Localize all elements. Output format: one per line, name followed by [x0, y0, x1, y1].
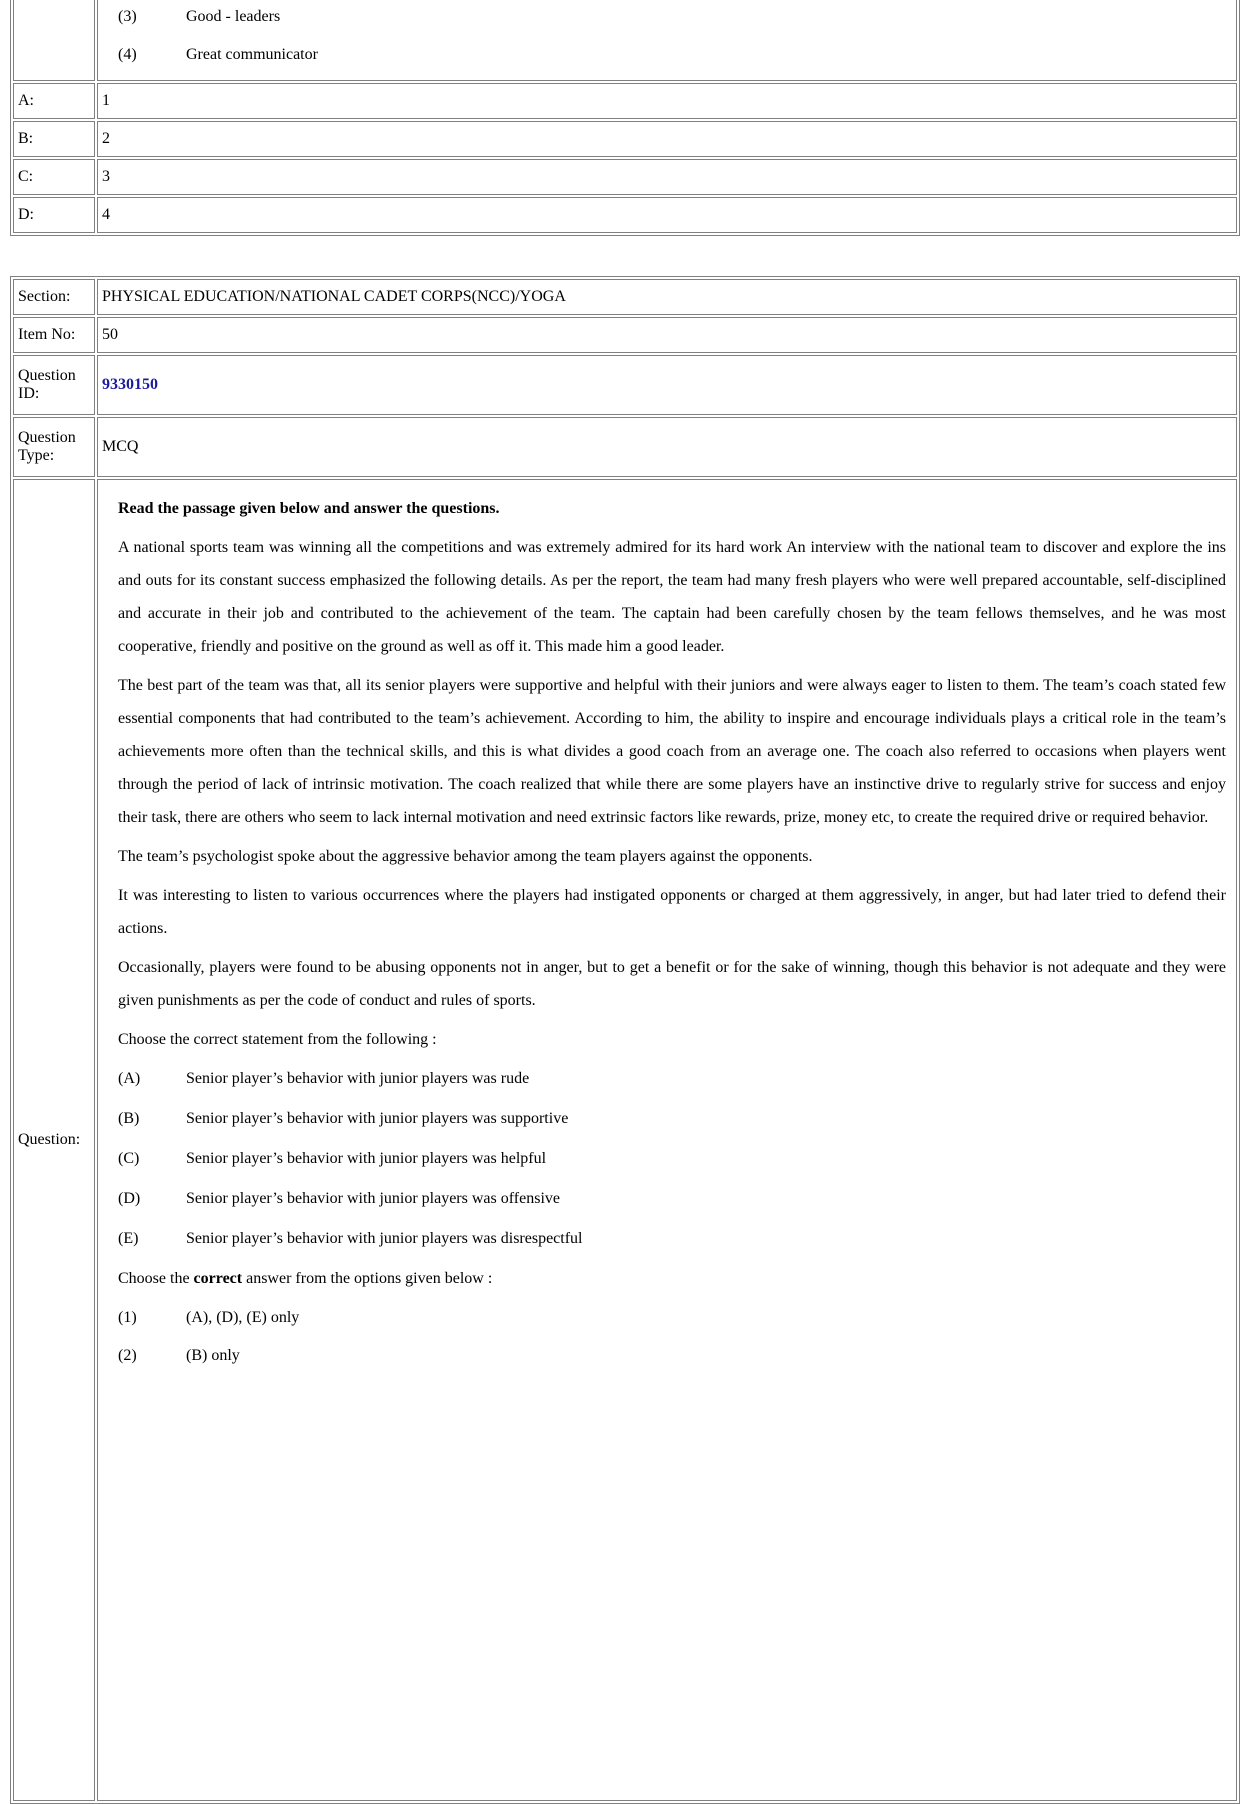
passage-heading: Read the passage given below and answer the questions.: [118, 500, 500, 517]
option-d-value: 4: [97, 197, 1237, 233]
question-body: [97, 479, 1237, 1801]
statement-text: Good - leaders: [186, 8, 281, 25]
answer-prompt-bold: correct: [193, 1270, 243, 1287]
prev-question-table: [10, 0, 1240, 236]
choice-text: (A), (D), (E) only: [186, 1309, 300, 1326]
passage-paragraph: It was interesting to listen to various occurrences where the players had instigated opponents or charged at them aggressively, in anger, but had later tried to defend their actions.: [118, 887, 1226, 937]
statement-text: Senior player’s behavior with junior players was supportive: [186, 1110, 569, 1127]
prev-statement-4: [118, 36, 1236, 74]
option-c-value: 3: [97, 159, 1237, 195]
statement-text: Senior player’s behavior with junior players was disrespectful: [186, 1230, 583, 1247]
prev-statements: [97, 0, 1237, 81]
question-id-label: Question ID:: [13, 355, 95, 415]
option-d-label: D:: [13, 197, 95, 233]
question-id-value: 9330150: [97, 355, 1237, 415]
option-b-label: B:: [13, 121, 95, 157]
passage-paragraph: Occasionally, players were found to be abusing opponents not in anger, but to get a benefit or for the sake of winning, though this behavior is not adequate and they were given punishments as per the code of conduct and rules of sports.: [118, 959, 1226, 1009]
prev-statement-3: [118, 0, 1236, 36]
choice-2: [118, 1339, 1226, 1372]
option-a-label: A:: [13, 83, 95, 119]
option-b-value: 2: [97, 121, 1237, 157]
statement-num: (D): [118, 1190, 141, 1207]
statement-e: [118, 1222, 1226, 1255]
statement-a: [118, 1062, 1226, 1095]
statement-d: [118, 1182, 1226, 1215]
choice-1: [118, 1301, 1226, 1334]
statement-text: Senior player’s behavior with junior players was helpful: [186, 1150, 547, 1167]
question-type-label: Question Type:: [13, 417, 95, 477]
question-table: [10, 276, 1240, 1804]
statement-text: Great communicator: [186, 46, 318, 63]
statement-text: Senior player’s behavior with junior players was rude: [186, 1070, 530, 1087]
item-no-value: 50: [97, 317, 1237, 353]
statement-text: Senior player’s behavior with junior players was offensive: [186, 1190, 560, 1207]
statement-num: (4): [118, 46, 137, 63]
option-c-label: C:: [13, 159, 95, 195]
choice-num: (1): [118, 1309, 137, 1326]
passage-paragraph: The best part of the team was that, all its senior players were supportive and helpful with their juniors and were always eager to listen to them. The team’s coach stated few essential components that had contributed to the team’s achievement. According to him, the ability to inspire and encourage individuals plays a critical role in the team’s achievements more often than the technical skills, and this is what divides a good coach from an average one. The coach also referred to occasions when players went through the period of lack of intrinsic motivation. The coach realized that while there are some players have an instinctive drive to regularly strive for success and enjoy their task, there are others who seem to lack internal motivation and need extrinsic factors like rewards, prize, money etc, to create the required drive or required behavior.: [118, 677, 1226, 826]
statement-num: (3): [118, 8, 137, 25]
section-value: PHYSICAL EDUCATION/NATIONAL CADET CORPS(NCC)/YOGA: [97, 279, 1237, 315]
option-a-value: 1: [97, 83, 1237, 119]
statement-num: (B): [118, 1110, 140, 1127]
item-no-label: Item No:: [13, 317, 95, 353]
passage-paragraph: The team’s psychologist spoke about the aggressive behavior among the team players against the opponents.: [118, 848, 813, 865]
statement-c: [118, 1142, 1226, 1175]
choice-num: (2): [118, 1347, 137, 1364]
choice-text: (B) only: [186, 1347, 240, 1364]
statement-prompt: Choose the correct statement from the following :: [118, 1031, 437, 1048]
answer-prompt: [118, 1262, 1226, 1295]
prev-empty-label: [13, 0, 95, 81]
answer-prompt-post: answer from the options given below :: [242, 1270, 493, 1287]
passage-paragraph: A national sports team was winning all the competitions and was extremely admired for its hard work An interview with the national team to discover and explore the ins and outs for its constant success emphasized the following details. As per the report, the team had many fresh players who were well prepared accountable, self-disciplined and accurate in their job and contributed to the achievement of the team. The captain had been carefully chosen by the team fellows themselves, and he was most cooperative, friendly and positive on the ground as well as off it. This made him a good leader.: [118, 539, 1226, 655]
statement-num: (A): [118, 1070, 141, 1087]
answer-prompt-pre: Choose the: [118, 1270, 194, 1287]
statement-b: [118, 1102, 1226, 1135]
statement-num: (E): [118, 1230, 139, 1247]
section-label: Section:: [13, 279, 95, 315]
question-type-value: MCQ: [97, 417, 1237, 477]
question-label: Question:: [13, 479, 95, 1801]
statement-num: (C): [118, 1150, 140, 1167]
